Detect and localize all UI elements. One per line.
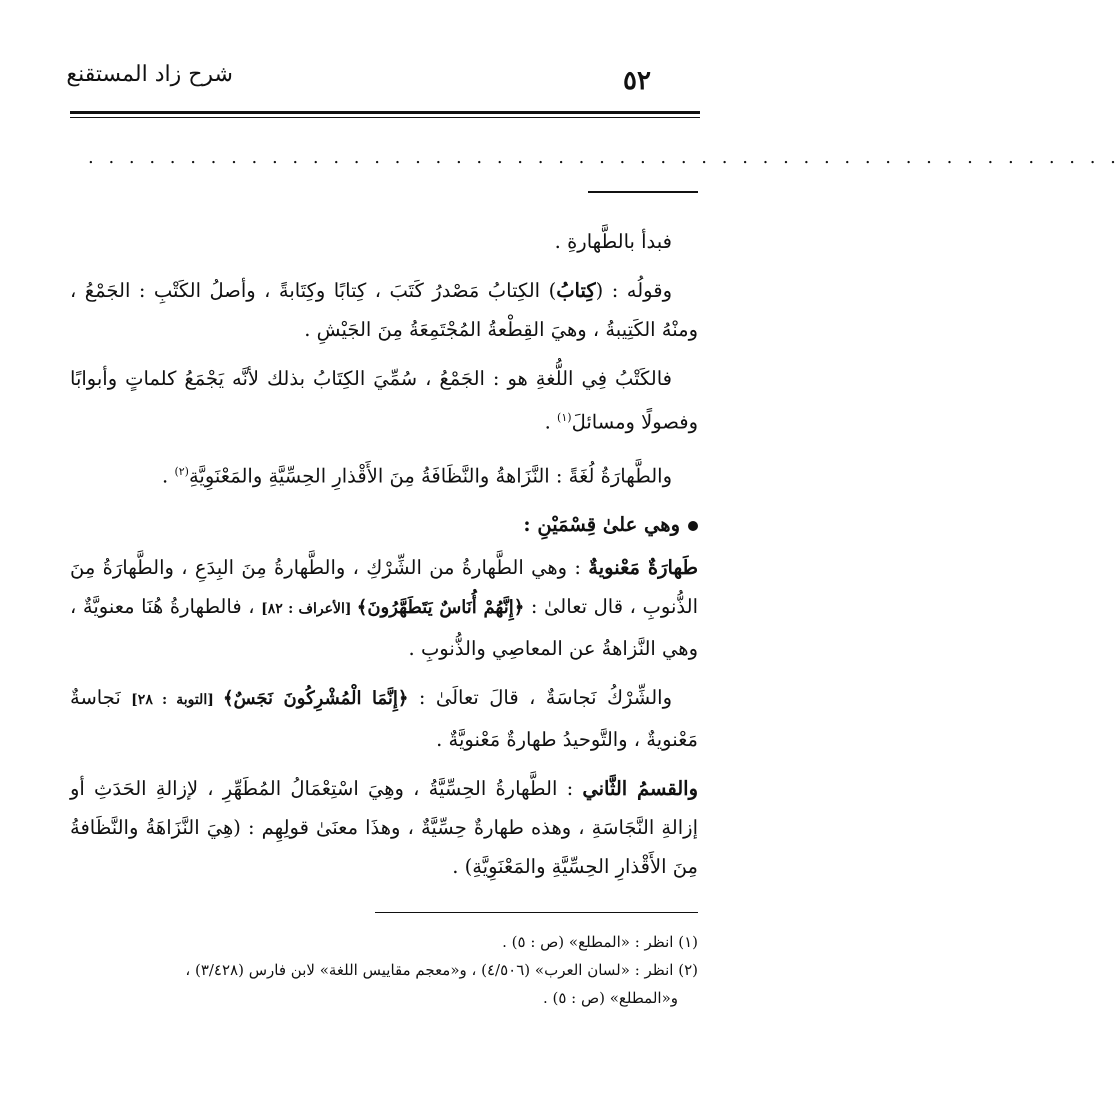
footnote-separator-rule [375, 912, 698, 913]
paragraph-1 [70, 222, 698, 261]
section-separator-dots: . . . . . . . . . . . . . . . . . . . . . . . . . . . . . . . . . . . . . . . . . . . . . . . . . . . [88, 147, 1120, 168]
paragraph-5-end: ، فالطهارةُ هُنَا معنويَّةٌ ، وهي النَّزاهةُ عن المعاصِي والذُّنوبِ . [70, 595, 698, 660]
footnotes [70, 928, 698, 1012]
footnote-2: (٢) انظر : «لسان العرب» (٤/٥٠٦) ، و«معجم مقاييس اللغة» لابن فارس (٣/٤٢٨) ، [185, 961, 698, 979]
paragraph-2 [70, 271, 698, 349]
verse-ref-araf: [الأعراف : ٨٢] [261, 601, 357, 617]
paragraph-4-end: . [162, 464, 175, 487]
paragraph-6-text: والشِّرْكُ نَجاسَةٌ ، قالَ تعالَىٰ : [408, 686, 672, 709]
term-spiritual-purity: طَهارَةٌ مَعْنويةٌ [588, 556, 698, 579]
paragraph-6 [70, 678, 698, 759]
paragraph-2-intro: وقولُه : ( [595, 279, 672, 302]
verse-ref-tawba: [التوبة : ٢٨] [131, 692, 223, 708]
paragraph-5-text: : وهي الطَّهارةُ من الشِّرْكِ ، والطَّهارةُ مِنَ البِدَعِ ، والطَّهارَةُ مِنَ الذُّنوبِ ، قال تعالىٰ : [70, 556, 698, 618]
bullet-icon [688, 521, 698, 531]
paragraph-2-text: ) الكِتابُ مَصْدرُ كَتَبَ ، كِتابًا وكِتَابةً ، وأصلُ الكَتْبِ : الجَمْعُ ، ومنْهُ الكَتِيبةُ ، وهيَ القِطْعةُ المُجْتَمِعَةُ مِنَ الجَيْشِ . [70, 279, 698, 341]
matn-term-kitab: كِتابُ [556, 279, 596, 302]
bullet-heading-text: وهي علىٰ قِسْمَيْنِ : [523, 513, 680, 536]
page-number: ٥٢ [623, 66, 651, 96]
main-text [70, 222, 698, 896]
quran-verse-tawba: ﴿إِنَّمَا الْمُشْرِكُونَ نَجَسٌ﴾ [222, 688, 409, 709]
header-rule-thick [70, 111, 700, 114]
footnote-2-continued: و«المطلع» (ص : ٥) . [542, 989, 678, 1007]
term-second-section: والقسمُ الثَّاني [582, 777, 698, 800]
footnote-ref-2: (٢) [174, 464, 189, 478]
footnote-ref-1: (١) [557, 411, 572, 424]
bullet-heading [70, 505, 698, 544]
header-rule-thin [70, 117, 700, 118]
paragraph-7-text: : الطَّهارةُ الحِسِّيَّةُ ، وهِيَ اسْتِعْمَالُ المُطَهِّرِ ، لإزالةِ الحَدَثِ أو إزالةِ النَّجَاسَةِ ، وهذه طهارةٌ حِسِّيَّةٌ ، وهذَا معنَىٰ قولِهِم : (هِيَ النَّزَاهَةُ والنَّظَافةُ مِنَ الأَقْذارِ الحِسِّيَّةِ والمَعْنَوِيَّةِ) . [70, 777, 698, 878]
paragraph-7 [70, 769, 698, 886]
paragraph-4-text: والطَّهارَةُ لُغَةً : النَّزَاهةُ والنَّظَافَةُ مِنَ الأَقْذارِ الحِسِّيَّةِ والمَعْنَوِيَّةِ [188, 464, 672, 487]
paragraph-3 [70, 359, 698, 442]
paragraph-6-end: نَجاسةٌ مَعْنويةٌ ، والتَّوحيدُ طهارةٌ مَعْنويَّةٌ . [70, 686, 698, 751]
paragraph-3-text: فالكَتْبُ فِي اللُّغةِ هو : الجَمْعُ ، سُمِّيَ الكِتَابُ بذلك لأنَّه يَجْمَعُ كلماتٍ وأبوابًا وفصولًا ومسائلَ [70, 367, 698, 434]
running-header-title: شرح زاد المستقنع [66, 62, 233, 87]
footnote-1: (١) انظر : «المطلع» (ص : ٥) . [502, 933, 698, 951]
paragraph-1-text: فبدأ بالطَّهارةِ . [554, 230, 672, 253]
paragraph-5 [70, 548, 698, 668]
short-divider-rule [588, 191, 698, 193]
paragraph-3-end: . [544, 410, 558, 434]
paragraph-4 [70, 452, 698, 496]
quran-verse-araf: ﴿إِنَّهُمْ أُنَاسٌ يَتَطَهَّرُونَ﴾ [356, 597, 525, 618]
